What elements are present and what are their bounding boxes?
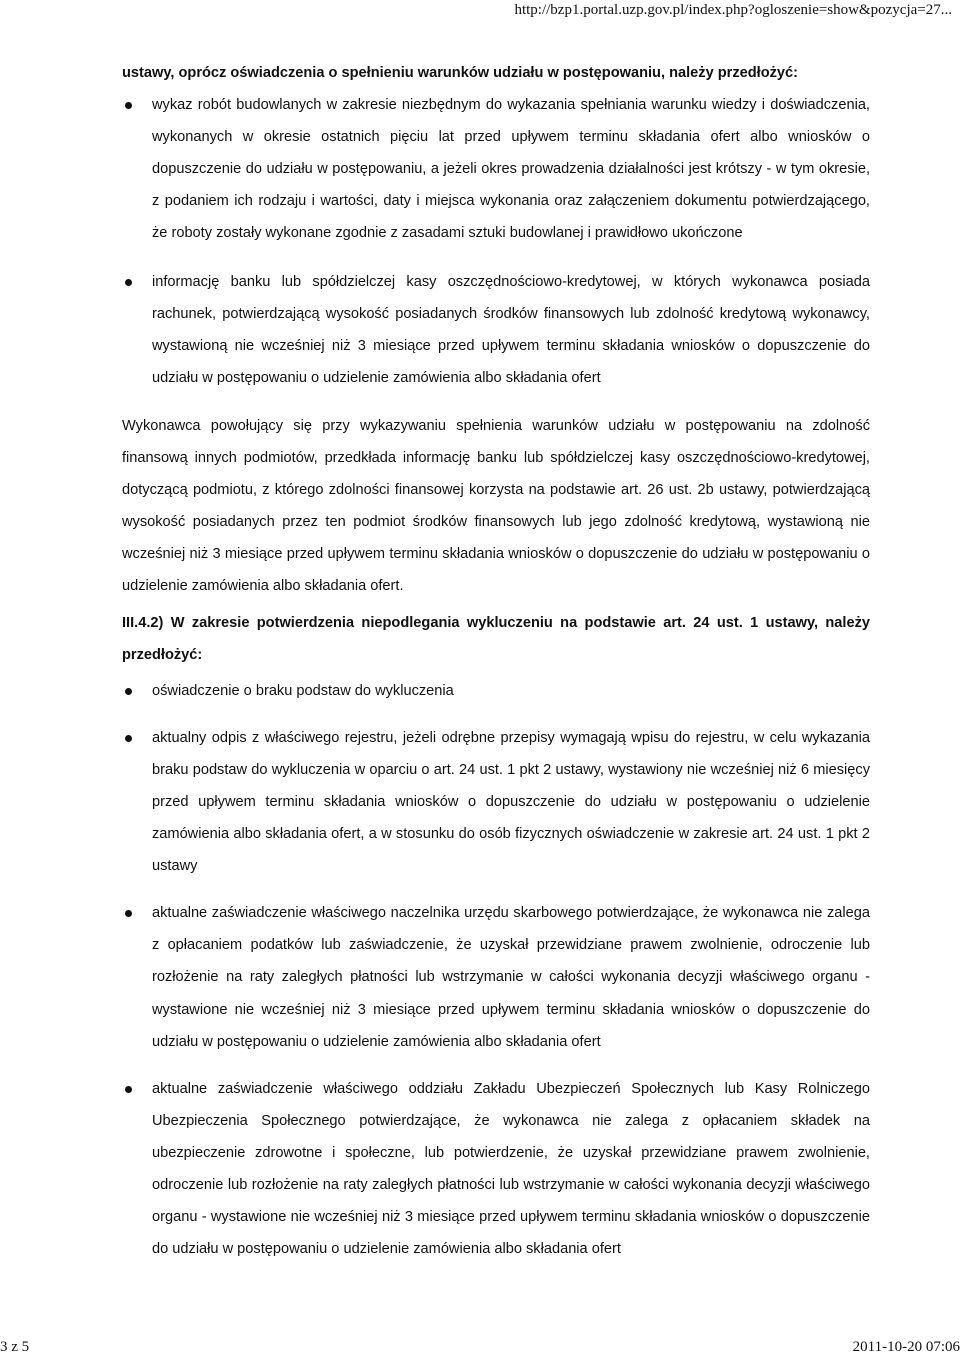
requirements-list-2 (122, 675, 870, 1266)
section-heading: III.4.2) W zakresie potwierdzenia niepodlegania wykluczeniu na podstawie art. 24 ust. 1 ustawy, należy przedłożyć: (122, 614, 870, 663)
list-item: oświadczenie o braku podstaw do wykluczenia (122, 675, 870, 707)
print-datetime: 2011-10-20 07:06 (852, 1339, 960, 1355)
page-url: http://bzp1.portal.uzp.gov.pl/index.php?ogloszenie=show&pozycja=27... (514, 2, 952, 18)
financial-paragraph: Wykonawca powołujący się przy wykazywaniu spełnienia warunków udziału w postępowaniu na zdolność finansową innych podmiotów, przedkłada informację banku lub spółdzielczej kasy oszczędnościowo-kredytowej, dotyczącą podmiotu, z którego zdolności finansowej korzysta na podstawie art. 26 ust. 2b ustawy, potwierdzającą wysokość posiadanych przez ten podmiot środków finansowych lub jego zdolność kredytową, wystawioną nie wcześniej niż 3 miesiące przed upływem terminu składania wniosków o dopuszczenie do udziału w postępowaniu o udzielenie zamówienia albo składania ofert. (122, 417, 870, 595)
intro-text: ustawy, oprócz oświadczenia o spełnieniu warunków udziału w postępowaniu, należy przedłożyć: (122, 65, 799, 81)
list-item: aktualny odpis z właściwego rejestru, jeżeli odrębne przepisy wymagają wpisu do rejestru, w celu wykazania braku podstaw do wykluczenia w oparciu o art. 24 ust. 1 pkt 2 ustawy, wystawiony nie wcześniej niż 6 miesięcy przed upływem terminu składania wniosków o dopuszczenie do udziału w postępowaniu o udzielenie zamówienia albo składania ofert, a w stosunku do osób fizycznych oświadczenie w zakresie art. 24 ust. 1 pkt 2 ustawy (122, 722, 870, 882)
page-number: 3 z 5 (0, 1339, 30, 1355)
list-item: aktualne zaświadczenie właściwego oddziału Zakładu Ubezpieczeń Społecznych lub Kasy Rolniczego Ubezpieczenia Społecznego potwierdzające, że wykonawca nie zalega z opłacaniem składek na ubezpieczenie zdrowotne i społeczne, lub potwierdzenie, że uzyskał przewidziane prawem zwolnienie, odroczenie lub rozłożenie na raty zaległych płatności lub wstrzymanie w całości wykonania decyzji właściwego organu - wystawione nie wcześniej niż 3 miesiące przed upływem terminu składania wniosków o dopuszczenie do udziału w postępowaniu o udzielenie zamówienia albo składania ofert (122, 1073, 870, 1266)
list-item: aktualne zaświadczenie właściwego naczelnika urzędu skarbowego potwierdzające, że wykonawca nie zalega z opłacaniem podatków lub zaświadczenie, że uzyskał przewidziane prawem zwolnienie, odroczenie lub rozłożenie na raty zaległych płatności lub wstrzymanie w całości wykonania decyzji właściwego organu - wystawione nie wcześniej niż 3 miesiące przed upływem terminu składania wniosków o dopuszczenie do udziału w postępowaniu o udzielenie zamówienia albo składania ofert (122, 897, 870, 1057)
requirements-list-1 (122, 89, 870, 394)
list-item: informację banku lub spółdzielczej kasy oszczędnościowo-kredytowej, w których wykonawca posiada rachunek, potwierdzającą wysokość posiadanych środków finansowych lub zdolność kredytową wykonawcy, wystawioną nie wcześniej niż 3 miesiące przed upływem terminu składania wniosków o dopuszczenie do udziału w postępowaniu o udzielenie zamówienia albo składania ofert (122, 266, 870, 394)
document-body (122, 57, 870, 1265)
list-item: wykaz robót budowlanych w zakresie niezbędnym do wykazania spełniania warunku wiedzy i doświadczenia, wykonanych w okresie ostatnich pięciu lat przed upływem terminu składania ofert albo wniosków o dopuszczenie do udziału w postępowaniu, a jeżeli okres prowadzenia działalności jest krótszy - w tym okresie, z podaniem ich rodzaju i wartości, daty i miejsca wykonania oraz załączeniem dokumentu potwierdzającego, że roboty zostały wykonane zgodnie z zasadami sztuki budowlanej i prawidłowo ukończone (122, 89, 870, 249)
